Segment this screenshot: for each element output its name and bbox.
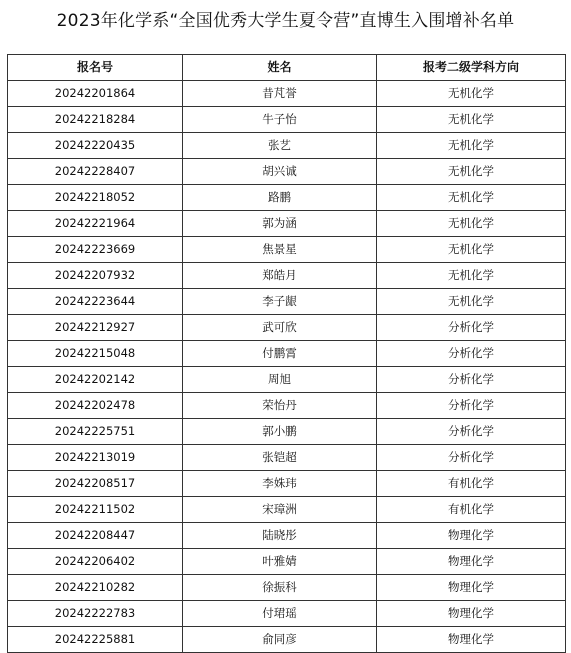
table-row — [8, 549, 566, 575]
registration-number-cell: 20242225751 — [8, 419, 183, 445]
discipline-cell: 分析化学 — [377, 315, 566, 341]
registration-number-cell: 20242225881 — [8, 627, 183, 653]
name-cell: 周旭 — [183, 367, 377, 393]
registration-number-cell: 20242211502 — [8, 497, 183, 523]
discipline-cell: 有机化学 — [377, 471, 566, 497]
registration-number-cell: 20242218052 — [8, 185, 183, 211]
name-cell: 李子龈 — [183, 289, 377, 315]
table-row — [8, 133, 566, 159]
table-row — [8, 419, 566, 445]
table-row — [8, 315, 566, 341]
registration-number-cell: 20242212927 — [8, 315, 183, 341]
discipline-cell: 物理化学 — [377, 575, 566, 601]
discipline-cell: 有机化学 — [377, 497, 566, 523]
document-title: 2023年化学系“全国优秀大学生夏令营”直博生入围增补名单 — [56, 11, 515, 31]
table-row — [8, 263, 566, 289]
table-row — [8, 627, 566, 653]
discipline-cell: 分析化学 — [377, 393, 566, 419]
name-cell: 昔芃誉 — [183, 81, 377, 107]
registration-number-cell: 20242201864 — [8, 81, 183, 107]
table-body — [8, 81, 566, 653]
name-cell: 付珺瑶 — [183, 601, 377, 627]
table-row — [8, 393, 566, 419]
registration-number-cell: 20242223669 — [8, 237, 183, 263]
registration-number-cell: 20242206402 — [8, 549, 183, 575]
name-cell: 陆晓彤 — [183, 523, 377, 549]
registration-number-cell: 20242218284 — [8, 107, 183, 133]
name-cell: 付鹏霄 — [183, 341, 377, 367]
name-cell: 武可欣 — [183, 315, 377, 341]
discipline-cell: 无机化学 — [377, 107, 566, 133]
table-row — [8, 575, 566, 601]
registration-number-cell: 20242202478 — [8, 393, 183, 419]
registration-number-cell: 20242210282 — [8, 575, 183, 601]
registration-number-cell: 20242208517 — [8, 471, 183, 497]
table-row — [8, 497, 566, 523]
discipline-cell: 分析化学 — [377, 445, 566, 471]
discipline-cell: 物理化学 — [377, 601, 566, 627]
name-cell: 郭小鹏 — [183, 419, 377, 445]
name-cell: 俞同彦 — [183, 627, 377, 653]
header-registration-number: 报名号 — [8, 55, 183, 81]
name-cell: 宋璋洲 — [183, 497, 377, 523]
table-row — [8, 237, 566, 263]
discipline-cell: 物理化学 — [377, 627, 566, 653]
registration-number-cell: 20242220435 — [8, 133, 183, 159]
registration-number-cell: 20242213019 — [8, 445, 183, 471]
header-discipline: 报考二级学科方向 — [377, 55, 566, 81]
discipline-cell: 物理化学 — [377, 549, 566, 575]
registration-number-cell: 20242215048 — [8, 341, 183, 367]
table-row — [8, 159, 566, 185]
discipline-cell: 无机化学 — [377, 289, 566, 315]
registration-number-cell: 20242223644 — [8, 289, 183, 315]
registration-number-cell: 20242208447 — [8, 523, 183, 549]
table-row — [8, 211, 566, 237]
name-cell: 荣怡丹 — [183, 393, 377, 419]
discipline-cell: 分析化学 — [377, 367, 566, 393]
name-cell: 郑皓月 — [183, 263, 377, 289]
registration-number-cell: 20242202142 — [8, 367, 183, 393]
registration-number-cell: 20242207932 — [8, 263, 183, 289]
discipline-cell: 分析化学 — [377, 341, 566, 367]
table-row — [8, 81, 566, 107]
discipline-cell: 无机化学 — [377, 211, 566, 237]
table-row — [8, 341, 566, 367]
table-row — [8, 523, 566, 549]
discipline-cell: 物理化学 — [377, 523, 566, 549]
discipline-cell: 分析化学 — [377, 419, 566, 445]
table-row — [8, 367, 566, 393]
name-cell: 路鹏 — [183, 185, 377, 211]
registration-number-cell: 20242228407 — [8, 159, 183, 185]
table-row — [8, 601, 566, 627]
name-cell: 胡兴诚 — [183, 159, 377, 185]
name-cell: 张艺 — [183, 133, 377, 159]
discipline-cell: 无机化学 — [377, 237, 566, 263]
name-cell: 牛子怡 — [183, 107, 377, 133]
registration-number-cell: 20242221964 — [8, 211, 183, 237]
discipline-cell: 无机化学 — [377, 185, 566, 211]
table-row — [8, 185, 566, 211]
registration-number-cell: 20242222783 — [8, 601, 183, 627]
name-cell: 张铠超 — [183, 445, 377, 471]
name-cell: 徐振科 — [183, 575, 377, 601]
name-cell: 郭为涵 — [183, 211, 377, 237]
table-row — [8, 107, 566, 133]
discipline-cell: 无机化学 — [377, 263, 566, 289]
table-row — [8, 445, 566, 471]
discipline-cell: 无机化学 — [377, 81, 566, 107]
table-header-row — [8, 55, 566, 81]
discipline-cell: 无机化学 — [377, 159, 566, 185]
name-cell: 焦景星 — [183, 237, 377, 263]
table-row — [8, 471, 566, 497]
name-cell: 叶雅婧 — [183, 549, 377, 575]
table-row — [8, 289, 566, 315]
admission-list-table — [7, 54, 566, 653]
name-cell: 李姝玮 — [183, 471, 377, 497]
header-name: 姓名 — [183, 55, 377, 81]
discipline-cell: 无机化学 — [377, 133, 566, 159]
